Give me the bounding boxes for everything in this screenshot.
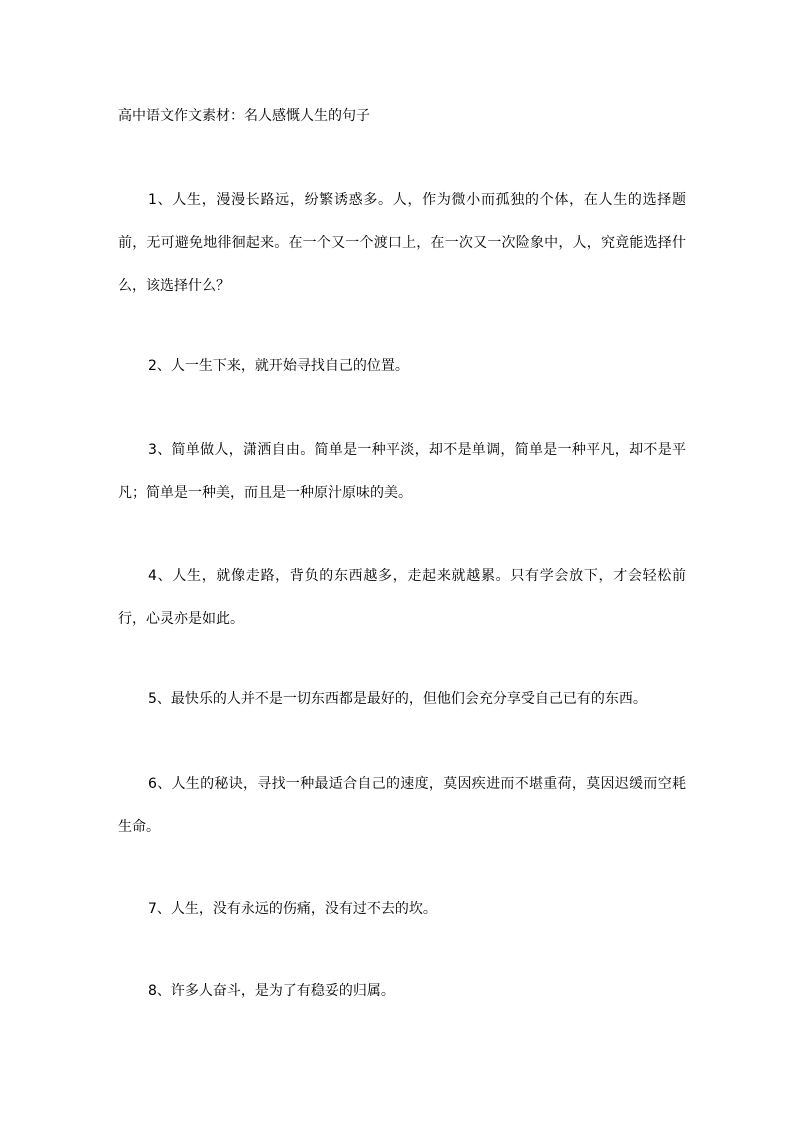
document-title: 高中语文作文素材：名人感慨人生的句子 [118, 108, 370, 124]
paragraph-5: 5、最快乐的人并不是一切东西都是最好的，但他们会充分享受自己已有的东西。 [148, 691, 647, 707]
paragraph-1: 1、人生，漫漫长路远，纷繁诱惑多。人，作为微小而孤独的个体，在人生的选择题前，无可避免地徘徊起来。在一个又一个渡口上，在一次又一次险象中，人，究竟能选择什么，该选择什么？ [118, 192, 686, 294]
paragraph-7: 7、人生，没有永远的伤痛，没有过不去的坎。 [148, 901, 437, 917]
paragraph-4: 4、人生，就像走路，背负的东西越多，走起来就越累。只有学会放下，才会轻松前行，心灵亦是如此。 [118, 568, 686, 627]
paragraph-2: 2、人一生下来，就开始寻找自己的位置。 [148, 358, 409, 374]
paragraph-3: 3、简单做人，潇洒自由。简单是一种平淡，却不是单调，简单是一种平凡，却不是平凡；简单是一种美，而且是一种原汁原味的美。 [118, 442, 686, 501]
paragraph-6: 6、人生的秘诀，寻找一种最适合自己的速度，莫因疾进而不堪重荷，莫因迟缓而空耗生命。 [118, 776, 686, 835]
paragraph-8: 8、许多人奋斗，是为了有稳妥的归属。 [148, 983, 395, 999]
